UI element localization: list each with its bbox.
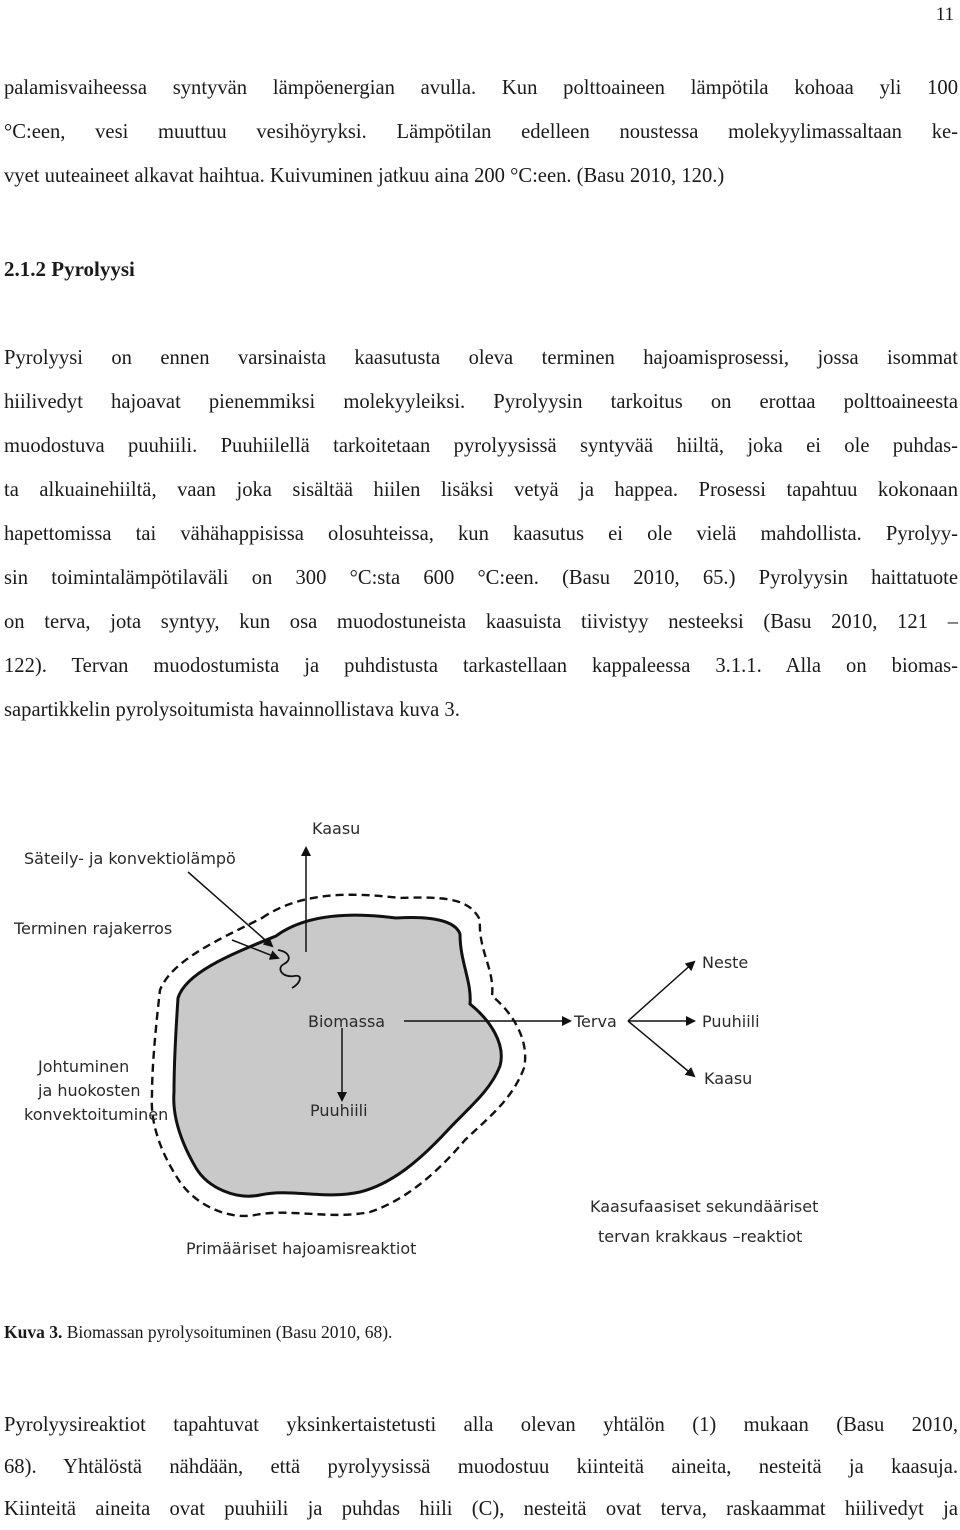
neste-arrow — [628, 962, 694, 1021]
text-line: °C:een, vesi muuttuu vesihöyryksi. Lämpötilan edelleen noustessa molekyylimassaltaan ke- — [4, 121, 958, 143]
text-line: palamisvaiheessa syntyvän lämpöenergian avulla. Kun polttoaineen lämpötila kohoaa yli 100 — [4, 77, 958, 99]
caption-label: Kuva 3. — [4, 1322, 63, 1342]
pyrolysis-diagram — [0, 800, 960, 1270]
label-biomassa: Biomassa — [308, 1012, 386, 1031]
text-line: Pyrolyysireaktiot tapahtuvat yksinkertaistetusti alla olevan yhtälön (1) mukaan (Basu 2010, — [4, 1414, 958, 1436]
pyrolysis-figure — [0, 800, 960, 1270]
label-kaasu-right: Kaasu — [704, 1069, 753, 1088]
paragraph-pyrolysis — [4, 336, 958, 732]
label-kaasu-top: Kaasu — [312, 819, 361, 838]
text-line: Kiinteitä aineita ovat puuhiili ja puhdas hiili (C), nesteitä ovat terva, raskaammat hiilivedyt ja — [4, 1498, 958, 1520]
text-line: sin toimintalämpötilaväli on 300 °C:sta 600 °C:een. (Basu 2010, 65.) Pyrolyysin haittatuote — [4, 567, 958, 589]
text-line: hiilivedyt hajoavat pienemmiksi molekyyleiksi. Pyrolyysin tarkoitus on erottaa polttoaineesta — [4, 391, 958, 413]
text-line: sapartikkelin pyrolysoitumista havainnollistava kuva 3. — [4, 699, 460, 721]
label-terminen: Terminen rajakerros — [14, 919, 173, 938]
label-kaasufaasiset-1: Kaasufaasiset sekundääriset — [590, 1197, 819, 1216]
label-puuhiili-center: Puuhiili — [310, 1101, 368, 1120]
label-kaasufaasiset-2: tervan krakkaus –reaktiot — [598, 1227, 803, 1246]
text-line: 122). Tervan muodostumista ja puhdistusta tarkastellaan kappaleessa 3.1.1. Alla on biomas- — [4, 655, 958, 677]
label-sateily: Säteily- ja konvektiolämpö — [24, 849, 236, 868]
label-primaariset: Primääriset hajoamisreaktiot — [186, 1239, 417, 1258]
kaasu-arrow — [628, 1021, 694, 1076]
page-number: 11 — [935, 4, 954, 25]
text-line: vyet uuteaineet alkavat haihtua. Kuivuminen jatkuu aina 200 °C:een. (Basu 2010, 120.) — [4, 165, 725, 187]
paragraph-reactions — [4, 1404, 958, 1530]
text-line: muodostuva puuhiili. Puuhiilellä tarkoitetaan pyrolyysissä syntyvää hiiltä, joka ei ole puhdas- — [4, 435, 958, 457]
label-johtuminen-3: konvektoituminen — [24, 1105, 169, 1124]
label-johtuminen-1: Johtuminen — [38, 1057, 130, 1076]
caption-text: Biomassan pyrolysoituminen (Basu 2010, 68). — [62, 1322, 393, 1342]
section-heading: 2.1.2 Pyrolyysi — [4, 257, 135, 281]
label-johtuminen-2: ja huokosten — [38, 1081, 141, 1100]
label-terva: Terva — [574, 1012, 617, 1031]
text-line: hapettomissa tai vähähappisissa olosuhteissa, kun kaasutus ei ole vielä mahdollista. Pyrolyy- — [4, 523, 958, 545]
text-line: Pyrolyysi on ennen varsinaista kaasutusta oleva terminen hajoamisprosessi, jossa isommat — [4, 347, 958, 369]
text-line: on terva, jota syntyy, kun osa muodostuneista kaasuista tiivistyy nesteeksi (Basu 2010, 121 – — [4, 611, 958, 633]
text-line: ta alkuainehiiltä, vaan joka sisältää hiilen lisäksi vetyä ja happea. Prosessi tapahtuu kokonaan — [4, 479, 958, 501]
label-puuhiili-right: Puuhiili — [702, 1012, 760, 1031]
biomass-particle — [174, 915, 502, 1196]
figure-caption — [4, 1322, 392, 1343]
text-line: 68). Yhtälöstä nähdään, että pyrolyysissä muodostuu kiinteitä aineita, nesteitä ja kaasuja. — [4, 1456, 958, 1478]
label-neste: Neste — [702, 953, 749, 972]
paragraph-drying — [4, 66, 958, 198]
